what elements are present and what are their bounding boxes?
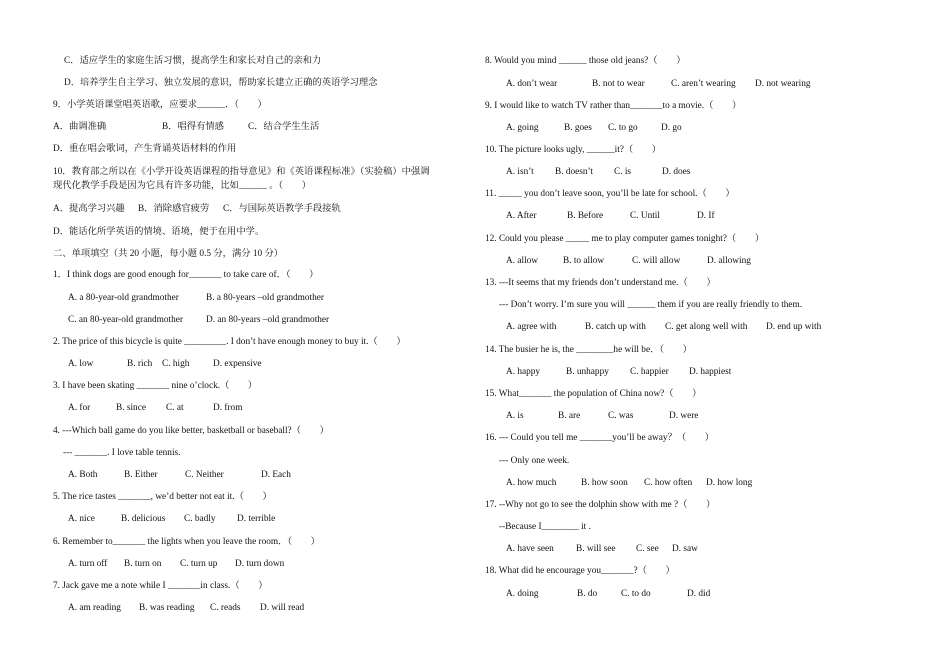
option-b: B．消除感官疲劳 <box>138 204 210 214</box>
option-c: C. turn up <box>180 559 218 569</box>
question-4-response: --- _______. I love table tennis. <box>63 448 181 458</box>
option-a: A. happy <box>506 367 541 377</box>
question-16-response: --- Only one week. <box>499 456 570 466</box>
option-a: A. Both <box>68 470 98 480</box>
option-a: A. a 80-year-old grandmother <box>68 293 179 303</box>
option-d: D. will read <box>260 603 305 613</box>
option-d: D. happiest <box>689 367 732 377</box>
option-b: B. rich <box>127 359 153 369</box>
option-c: C. aren’t wearing <box>671 79 736 89</box>
option-c: C. to go <box>608 123 638 133</box>
option-b: B. how soon <box>581 478 628 488</box>
option-b: B. to allow <box>563 256 605 266</box>
option-a: A. for <box>68 403 91 413</box>
option-d: D. saw <box>672 544 698 554</box>
option-a: A. am reading <box>68 603 121 613</box>
option-a: A．曲调准确 <box>53 122 107 132</box>
option-a: A. After <box>506 211 537 221</box>
option-a: A. allow <box>506 256 539 266</box>
option-b: B. not to wear <box>592 79 645 89</box>
option-d: D. from <box>213 403 243 413</box>
question-9-stem: 9．小学英语课堂唱英语歌，应要求______．（ ） <box>53 100 267 110</box>
option-a: A. turn off <box>68 559 108 569</box>
option-c: C. Until <box>630 211 660 221</box>
option-c: C. at <box>166 403 184 413</box>
option-d: D. were <box>669 411 699 421</box>
option-b: B. goes <box>564 123 592 133</box>
option-a: A. agree with <box>506 322 557 332</box>
question-9-stem: 9. I would like to watch TV rather than_______to a movie.（ ） <box>485 101 742 111</box>
option-a: A．提高学习兴趣 <box>53 204 125 214</box>
question-3-stem: 3. I have been skating _______ nine o’clock.（ ） <box>53 381 258 391</box>
option-b: B. doesn’t <box>555 167 594 177</box>
option-b: B. are <box>558 411 581 421</box>
option-d: D. allowing <box>707 256 751 266</box>
section-heading: 二、单项填空（共 20 小题，每小题 0.5 分，满分 10 分） <box>53 249 284 259</box>
option-b: B. do <box>577 589 598 599</box>
option-c: C. get along well with <box>665 322 748 332</box>
option-c: C. reads <box>210 603 241 613</box>
option-b: B. catch up with <box>585 322 646 332</box>
option-d: D. not wearing <box>755 79 811 89</box>
question-17-stem: 17. --Why not go to see the dolphin show with me ?（ ） <box>485 500 716 510</box>
option-d: D. expensive <box>213 359 262 369</box>
option-b: B. a 80-years –old grandmother <box>206 293 324 303</box>
question-6-stem: 6. Remember to_______ the lights when you leave the room．（ ） <box>53 537 320 547</box>
question-17-response: --Because I________ it . <box>499 522 591 532</box>
question-11-stem: 11. _____ you don’t leave soon, you’ll be late for school.（ ） <box>485 189 735 199</box>
option-a: A. isn’t <box>506 167 534 177</box>
question-10-stem: 10．教育部之所以在《小学开设英语课程的指导意见》和《英语课程标准》（实验稿）中强调 <box>53 167 430 177</box>
option-b: B. Before <box>567 211 604 221</box>
option-c: C. high <box>162 359 190 369</box>
option-b: B. turn on <box>124 559 162 569</box>
option-c: C. an 80-year-old grandmother <box>68 315 183 325</box>
question-8-stem: 8. Would you mind ______ those old jeans?（ ） <box>485 56 686 66</box>
option-d: D. an 80-years –old grandmother <box>206 315 330 325</box>
option-a: A. doing <box>506 589 539 599</box>
question-10-stem-cont: 现代化教学手段是因为它具有许多功能，比如______ 。（ ） <box>53 181 311 191</box>
question-2-stem: 2. The price of this bicycle is quite _________. I don’t have enough money to buy it.（ ） <box>53 337 406 347</box>
option-c: C. Neither <box>185 470 224 480</box>
question-13-stem: 13. ---It seems that my friends don’t understand me.（ ） <box>485 278 716 288</box>
option-a: A. how much <box>506 478 557 488</box>
option-a: A. don’t wear <box>506 79 558 89</box>
question-16-stem: 16. --- Could you tell me _______you’ll be away？（ ） <box>485 433 715 443</box>
question-7-stem: 7. Jack gave me a note while I _______in class.（ ） <box>53 581 268 591</box>
option-a: A. nice <box>68 514 95 524</box>
option-c: C. badly <box>184 514 216 524</box>
option-c: C. to do <box>621 589 651 599</box>
option-c: C. how often <box>644 478 693 488</box>
question-12-stem: 12. Could you please _____ me to play computer games tonight?（ ） <box>485 234 765 244</box>
option-c: C. see <box>636 544 659 554</box>
option-d: D．培养学生自主学习、独立发展的意识，帮助家长建立正确的英语学习理念 <box>64 78 378 88</box>
option-b: B. unhappy <box>566 367 609 377</box>
option-a: A. have seen <box>506 544 554 554</box>
option-c: C．结合学生生活 <box>248 122 320 132</box>
option-d: D. terrible <box>237 514 276 524</box>
question-15-stem: 15. What_______ the population of China now?（ ） <box>485 389 702 399</box>
option-d: D. did <box>687 589 711 599</box>
option-b: B. delicious <box>121 514 166 524</box>
option-d: D．能话化所学英语的情境、语境，便于在用中学。 <box>53 227 265 237</box>
option-b: B．唱得有情感 <box>162 122 224 132</box>
option-c: C．适应学生的家庭生活习惯，提高学生和家长对自己的亲和力 <box>64 56 322 66</box>
option-d: D．重在唱会歌词，产生背诵英语材料的作用 <box>53 144 237 154</box>
option-d: D. does <box>662 167 691 177</box>
question-5-stem: 5. The rice tastes _______, we’d better not eat it.（ ） <box>53 492 272 502</box>
option-d: D. how long <box>706 478 753 488</box>
question-13-response: --- Don’t worry. I’m sure you will ______ them if you are really friendly to them. <box>499 300 803 310</box>
question-1-stem: 1．I think dogs are good enough for_______ to take care of．（ ） <box>53 270 319 280</box>
option-c: C. will allow <box>632 256 681 266</box>
option-c: C. is <box>614 167 632 177</box>
option-c: C. happier <box>630 367 669 377</box>
option-c: C. was <box>608 411 634 421</box>
option-b: B. Either <box>124 470 158 480</box>
option-d: D. go <box>661 123 682 133</box>
option-d: D. Each <box>261 470 291 480</box>
option-a: A. is <box>506 411 524 421</box>
option-a: A. going <box>506 123 539 133</box>
option-c: C．与国际英语教学手段接轨 <box>223 204 341 214</box>
option-d: D. If <box>697 211 715 221</box>
question-4-stem: 4. ---Which ball game do you like better, basketball or baseball?（ ） <box>53 426 329 436</box>
option-d: D. end up with <box>766 322 822 332</box>
question-10-stem: 10. The picture looks ugly, ______it?（ ） <box>485 145 662 155</box>
option-b: B. will see <box>576 544 616 554</box>
question-18-stem: 18. What did he encourage you_______?（ ） <box>485 566 675 576</box>
option-a: A. low <box>68 359 94 369</box>
question-14-stem: 14. The busier he is, the ________he will be．（ ） <box>485 345 692 355</box>
option-b: B. since <box>116 403 146 413</box>
option-b: B. was reading <box>139 603 195 613</box>
option-d: D. turn down <box>235 559 285 569</box>
